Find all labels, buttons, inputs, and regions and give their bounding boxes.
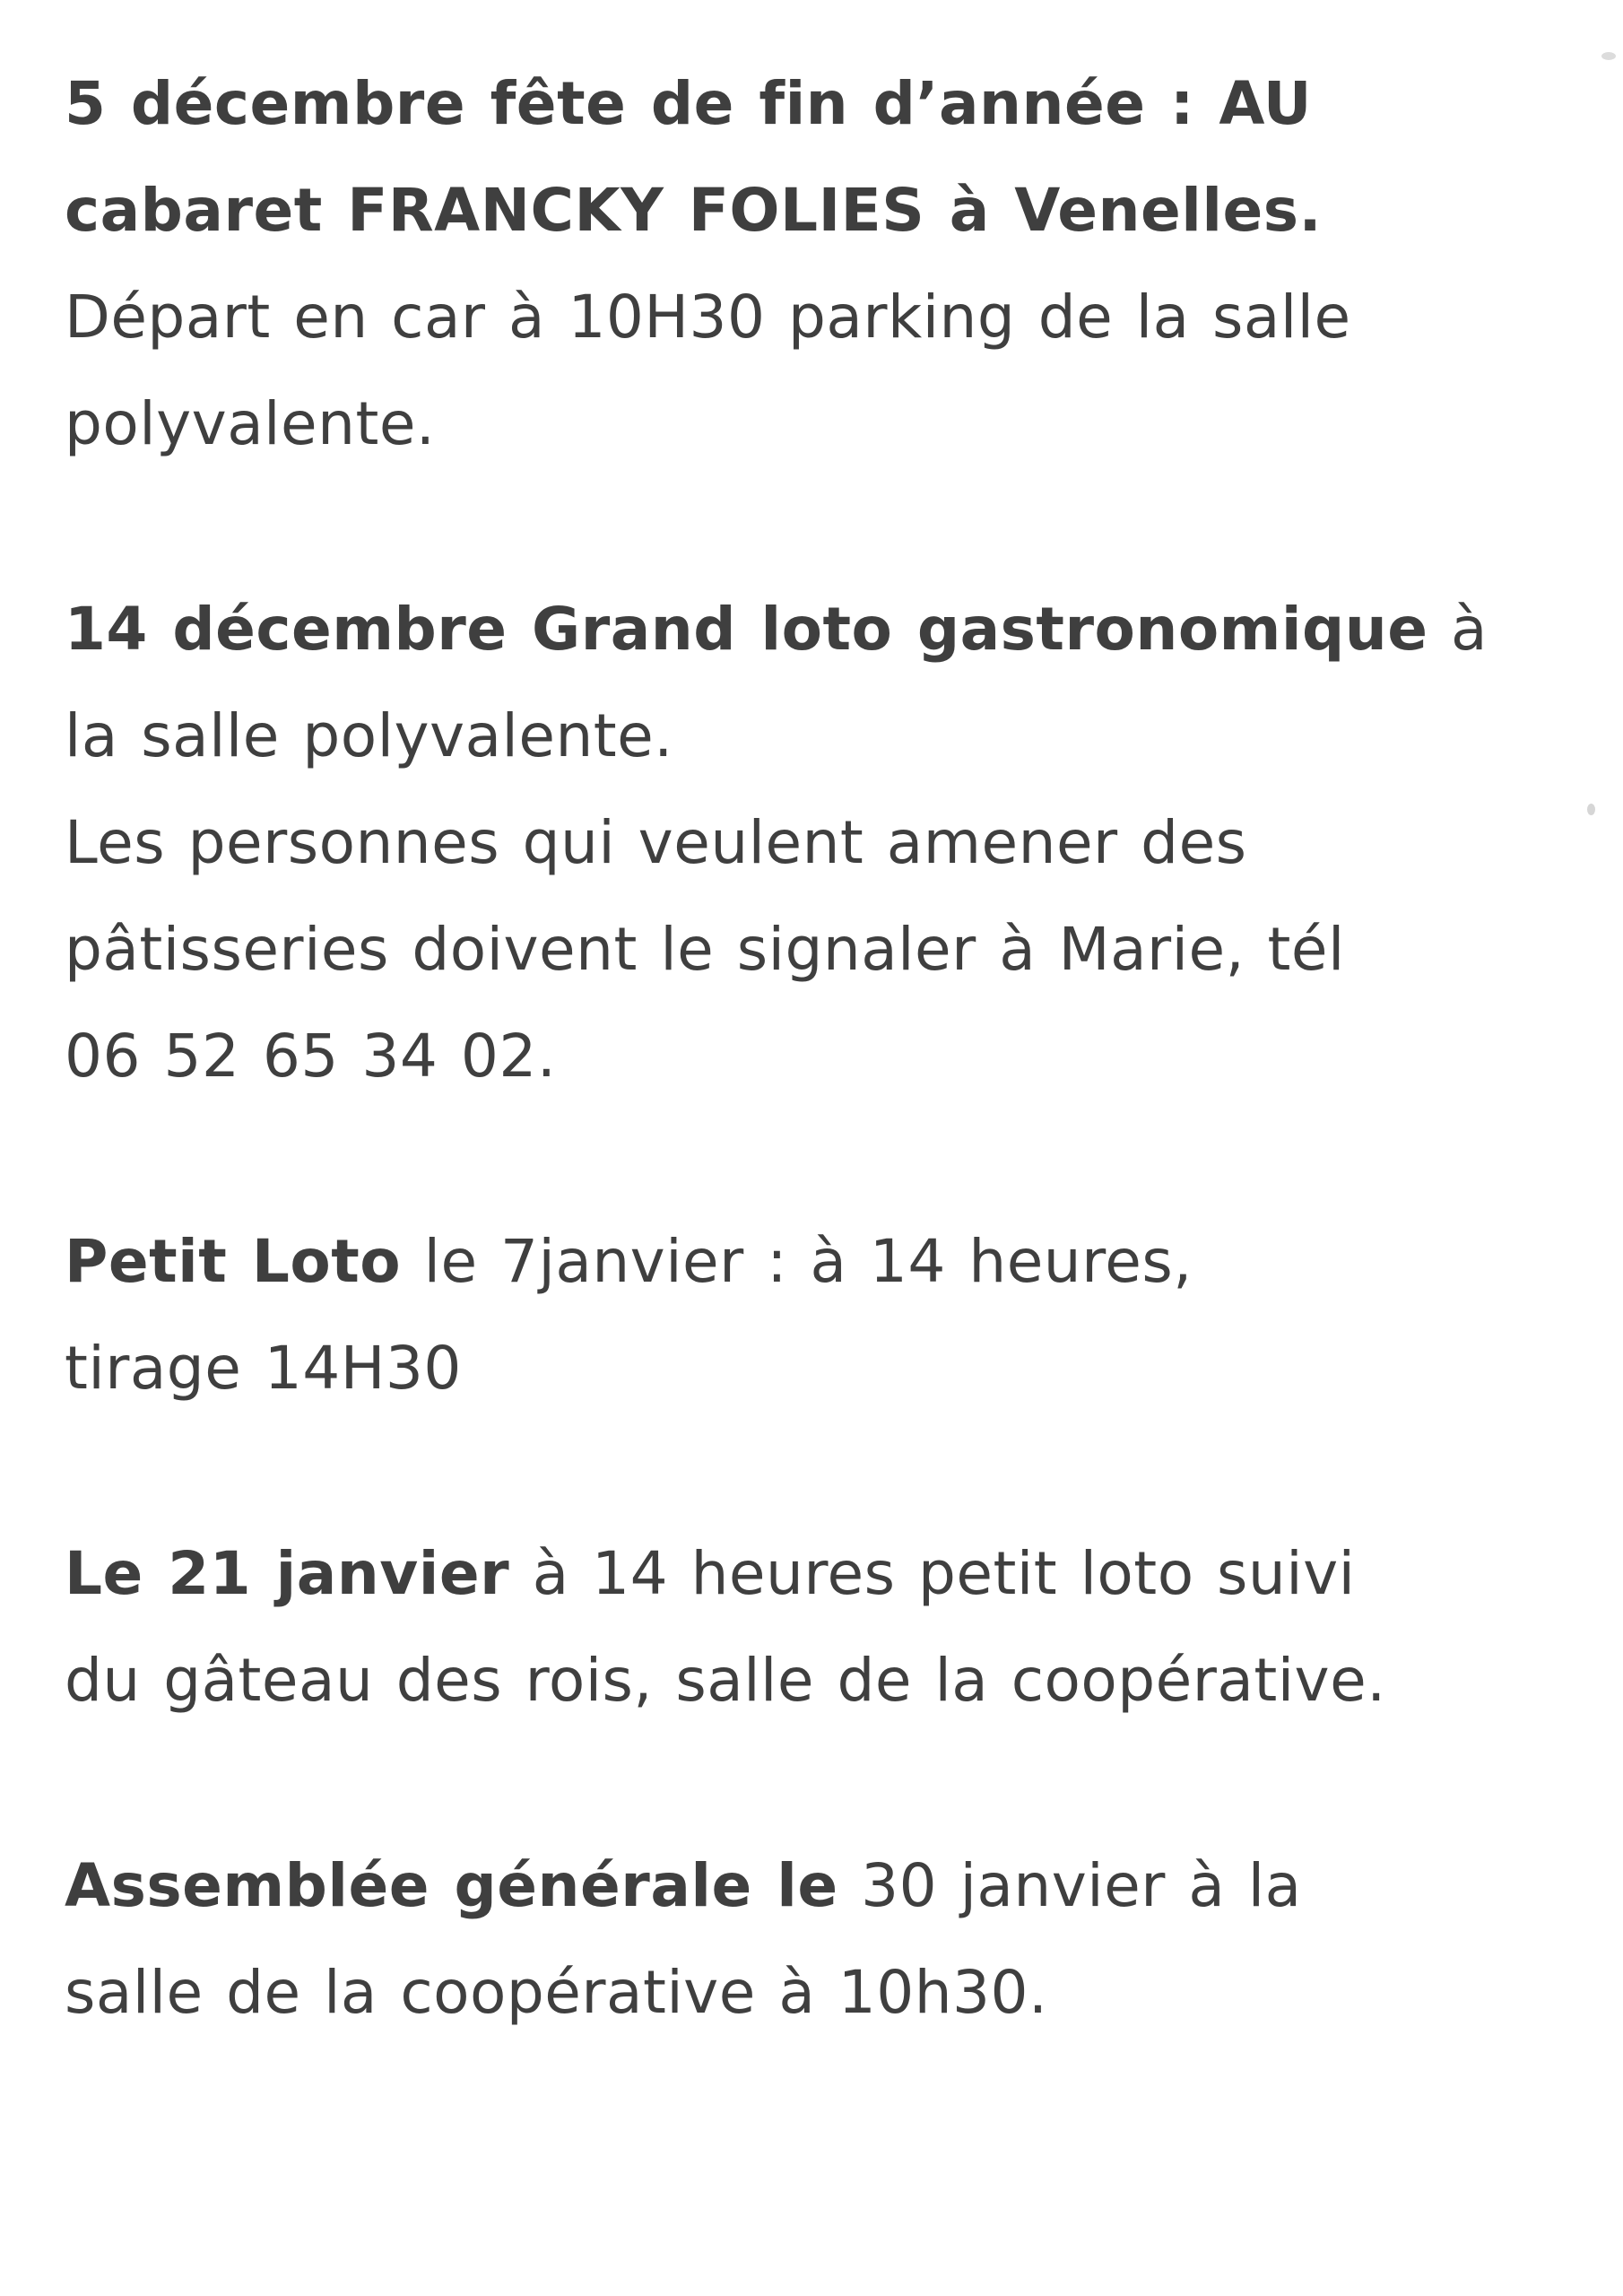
text-segment: la salle polyvalente. xyxy=(65,701,673,770)
text-segment: Petit Loto xyxy=(65,1227,402,1296)
text-segment: du gâteau des rois, salle de la coopérative. xyxy=(65,1646,1386,1715)
text-segment: 06 52 65 34 02. xyxy=(65,1022,557,1091)
text-segment: à 14 heures petit loto suivi xyxy=(509,1539,1356,1608)
paragraph xyxy=(65,50,1571,477)
text-line xyxy=(65,1003,1571,1109)
text-line xyxy=(65,683,1571,789)
text-line xyxy=(65,1520,1571,1627)
paragraph xyxy=(65,1832,1571,2046)
document-content xyxy=(65,50,1571,2144)
text-line xyxy=(65,1939,1571,2046)
text-line xyxy=(65,576,1571,683)
text-segment: Départ en car à 10H30 parking de la salle xyxy=(65,283,1351,352)
paragraph xyxy=(65,1208,1571,1422)
text-segment: tirage 14H30 xyxy=(65,1334,462,1403)
text-segment: cabaret FRANCKY FOLIES à Venelles. xyxy=(65,176,1323,245)
text-segment: pâtisseries doivent le signaler à Marie, tél xyxy=(65,915,1345,984)
scan-artifact xyxy=(1601,52,1616,60)
text-line xyxy=(65,1627,1571,1734)
text-segment: 30 janvier à la xyxy=(838,1851,1302,1920)
text-line xyxy=(65,157,1571,264)
text-segment: 14 décembre Grand loto gastronomique xyxy=(65,595,1428,664)
text-segment: Le 21 janvier xyxy=(65,1539,510,1608)
text-segment: le 7janvier : à 14 heures, xyxy=(401,1227,1193,1296)
paragraph xyxy=(65,576,1571,1109)
text-segment: à xyxy=(1428,595,1488,664)
text-line xyxy=(65,50,1571,157)
text-line xyxy=(65,896,1571,1003)
text-line xyxy=(65,789,1571,896)
text-segment: Assemblée générale le xyxy=(65,1851,838,1920)
text-line xyxy=(65,1315,1571,1422)
text-segment: salle de la coopérative à 10h30. xyxy=(65,1958,1048,2027)
scan-artifact xyxy=(1587,804,1595,815)
text-line xyxy=(65,1832,1571,1939)
text-segment: Les personnes qui veulent amener des xyxy=(65,808,1247,877)
text-line xyxy=(65,1208,1571,1315)
text-segment: 5 décembre fête de fin d’année : AU xyxy=(65,69,1312,138)
text-segment: polyvalente. xyxy=(65,389,436,458)
text-line xyxy=(65,264,1571,370)
paragraph xyxy=(65,1520,1571,1734)
text-line xyxy=(65,370,1571,477)
